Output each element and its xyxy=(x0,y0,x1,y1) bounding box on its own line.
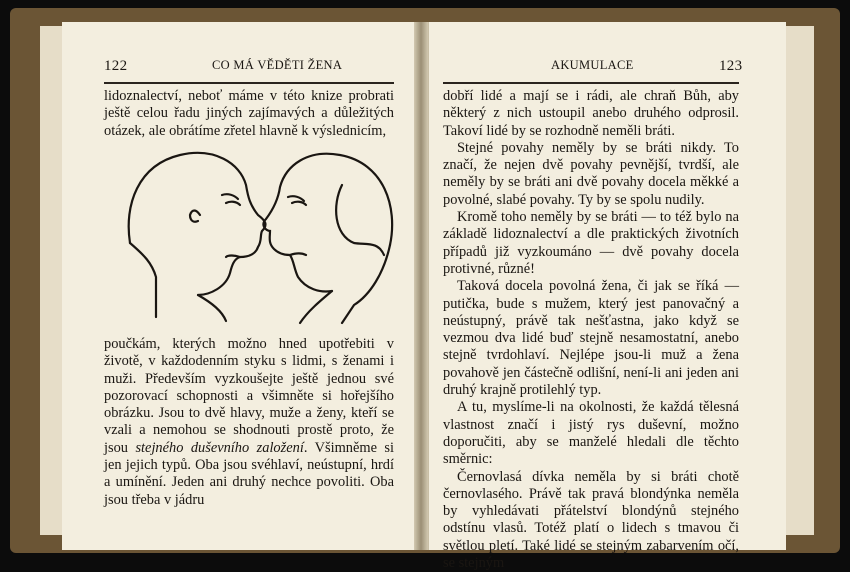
left-page xyxy=(62,22,415,550)
right-page-number: 123 xyxy=(719,58,743,74)
right-header-rule xyxy=(443,82,739,84)
book-gutter xyxy=(414,22,428,550)
left-top-text: lidoznalectví, neboť máme v této knize probrati ještě celou řadu jiných zajímavých a důležitých otázek, ale obrátíme zřetel hlavně k výslednicím, xyxy=(104,88,394,139)
paragraph: Taková docela povolná žena, či jak se říká — putička, bude s mužem, který jest panovačný a neústupný, právě tak nešťastna, jako když se vezmou dva lidé buď stejně nesamostatní, anebo stejně tvrdohlaví. Nejlépe jsou-li muž a žena povahově jen částečně odlišní, není-li ani jeden ani druhý krajně protilehlý typ. xyxy=(443,278,739,399)
left-running-head: CO MÁ VĚDĚTI ŽENA xyxy=(212,58,343,72)
two-heads-illustration xyxy=(122,145,402,325)
left-page-number: 122 xyxy=(104,58,128,74)
paragraph: Černovlasá dívka neměla by si bráti chotě černovlasého. Právě tak pravá blondýnka neměla by vyhledávati přátelství blondýnů stejného odstínu vlasů. Totéž platí o lidech s tmavou či světlou pletí. Také lidé se stejným zabarvením očí, se stejným xyxy=(443,468,739,572)
book xyxy=(10,8,840,572)
right-running-head: AKUMULACE xyxy=(551,58,634,72)
paragraph: A tu, myslíme-li na okolnosti, že každá tělesná vlastnost značí i jistý rys duševní, možno doporučiti, aby se manželé hledali dle těchto směrnic: xyxy=(443,399,739,468)
paragraph: dobří lidé a mají se i rádi, ale chraň Bůh, aby některý z nich ustoupil anebo druhého odprosil. Takoví lidé by se rozhodně neměli bráti. xyxy=(443,88,739,139)
paragraph: Stejné povahy neměly by se bráti nikdy. To značí, že nejen dvě povahy pevnější, tvrdší, ale neměly by se bráti ani dvě povahy docela měkké a povolné, slabé povahy. Ty by se spolu nudily. xyxy=(443,139,739,208)
left-bottom-text: poučkám, kterých možno hned upotřebiti v životě, v každodenním styku s lidmi, s ženami i muži. Především vyzkoušejte ještě jednou své pozorovací schopnosti a všimněte si hořejšího obrázku. Jsou to dvě hlavy, muže a ženy, kteří se vzali a nemohou se shodnouti prostě proto, že jsou stejného duševního založení. Všimněme si jen jejich typů. Oba jsou svéhlaví, neústupní, hrdí a umínění. Jeden ani druhý nechce povoliti. Oba jsou třeba v jádru xyxy=(104,336,394,508)
left-header-rule xyxy=(104,82,394,84)
paragraph: Kromě toho neměly by se bráti — to též bylo na základě lidoznalectví a dle praktických životních případů již vyzkoumáno — dvě povahy docela protivné, různé! xyxy=(443,209,739,277)
right-body-text xyxy=(443,88,739,572)
right-page xyxy=(428,22,786,572)
